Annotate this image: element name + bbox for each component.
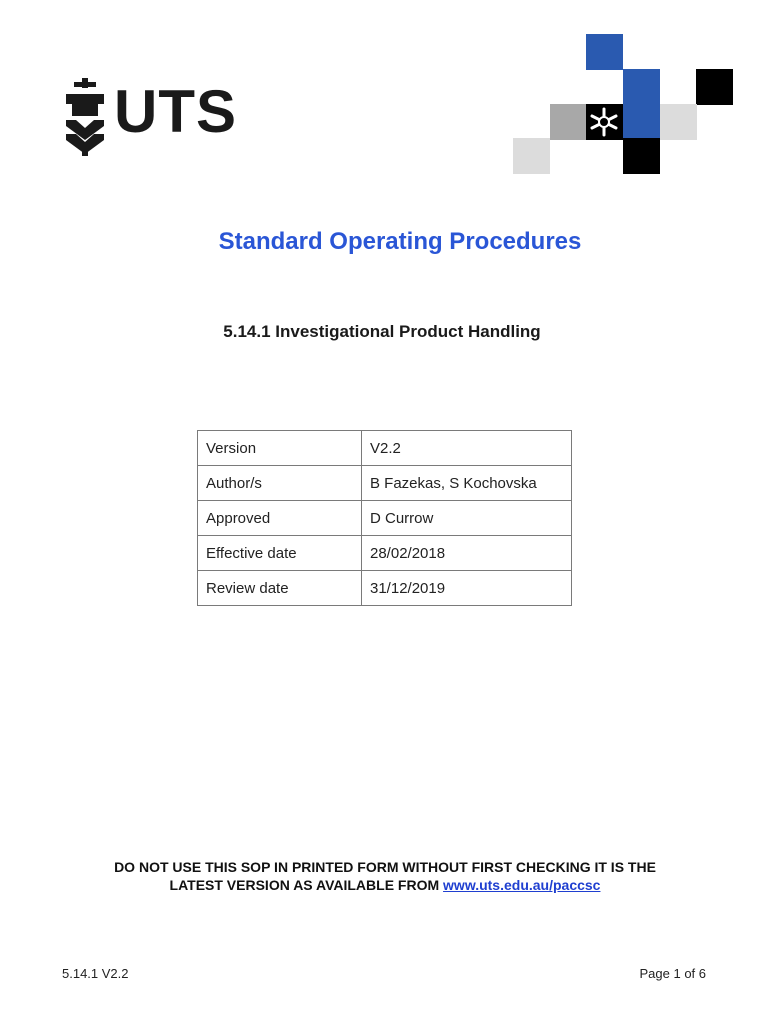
footer-page-number: Page 1 of 6: [639, 966, 706, 981]
mosaic-square: [623, 104, 660, 140]
table-row: [198, 466, 572, 501]
mosaic-square: [623, 69, 660, 105]
paccsc-link[interactable]: www.uts.edu.au/paccsc: [443, 877, 601, 893]
uts-logo-text: UTS: [114, 78, 237, 145]
document-subtitle: 5.14.1 Investigational Product Handling: [223, 322, 541, 341]
mosaic-square: [513, 138, 550, 174]
notice-line-2: [0, 876, 770, 894]
table-row: [198, 571, 572, 606]
mosaic-square: [586, 104, 623, 140]
page-title: Standard Operating Procedures: [218, 228, 582, 255]
meta-value: 31/12/2019: [362, 571, 572, 606]
mosaic-square: [696, 69, 733, 105]
mosaic-square: [550, 104, 587, 140]
table-row: [198, 501, 572, 536]
starburst-icon: [586, 104, 623, 140]
meta-key: Effective date: [198, 536, 362, 571]
footer-version: 5.14.1 V2.2: [62, 966, 129, 981]
uts-logo: [62, 78, 237, 160]
decorative-mosaic: [510, 34, 736, 174]
meta-key: Approved: [198, 501, 362, 536]
print-warning-notice: [0, 858, 770, 894]
meta-value: 28/02/2018: [362, 536, 572, 571]
meta-value: V2.2: [362, 431, 572, 466]
table-row: [198, 536, 572, 571]
uts-crest-icon: [62, 78, 108, 158]
mosaic-square: [586, 34, 623, 70]
notice-line-1: DO NOT USE THIS SOP IN PRINTED FORM WITHOUT FIRST CHECKING IT IS THE: [114, 859, 656, 875]
meta-key: Version: [198, 431, 362, 466]
table-row: [198, 431, 572, 466]
meta-value: D Currow: [362, 501, 572, 536]
document-metadata-table: [197, 430, 572, 606]
meta-key: Author/s: [198, 466, 362, 501]
meta-value: B Fazekas, S Kochovska: [362, 466, 572, 501]
mosaic-square: [623, 138, 660, 174]
meta-key: Review date: [198, 571, 362, 606]
notice-line-2-text: LATEST VERSION AS AVAILABLE FROM: [169, 877, 444, 893]
mosaic-square: [660, 104, 697, 140]
